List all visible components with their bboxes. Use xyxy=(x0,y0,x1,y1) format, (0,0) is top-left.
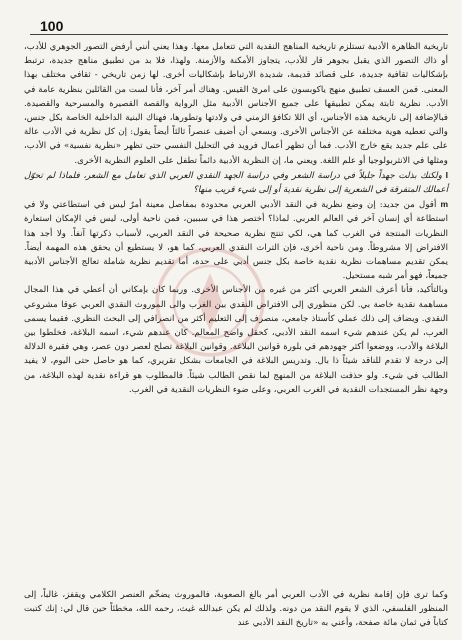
paragraph-1 xyxy=(24,40,448,168)
question-paragraph xyxy=(24,168,448,197)
paragraph-4-text: وبالتأكيد، فأنا أعرف الشعر العربي أكثر من غيره من الأجناس الأخرى. وربما كان بإمكاني أن أعطي في هذا المجال مساهمة نقدية خاصة بي. لكن منظوري إلى الافتراض النقدي بين الغرب والى الموروث النقدي العربي عوقا مشروعي النقدي. ويضاف إلى ذلك عملي كأستاذ جامعي، منصرف إلى التعليم أكثر من انصرافي إلى البحث النظري. فقيما يسمى العرب، لم يكن عندهم شيء اسمه النقد الأدبي، كحقل واضح المعالم. كان عندهم شيء، اسمه البلاغة، فخلطوا بين البلاغة والأدب، ووضعوا أكثر جهودهم في بلورة قوانين البلاغة. وقوانين البلاغة تصلح لعصر دون عصر، وهي فقيرة الدلالة إلى درجة لا تقدم للناقد شيئاً ذا بال. وتدريس البلاغة في الجامعات بشكل تقريري، كما هو حاصل حتى اليوم، لا يفيد الطالب في شيء. ولو حذفت البلاغة من المنهج لما نقص الطالب شيئاً. فالمطلوب هو قراءة نقدية لهذه البلاغة، من وجهة نظر المستجدات النقدية في الغرب العربي، وعلى ضوء النظريات النقدية في الغرب. xyxy=(24,285,448,395)
body-text xyxy=(24,40,448,397)
header-rule xyxy=(30,34,448,35)
footer-paragraph xyxy=(24,588,448,630)
answer-text: أقول من جديد: إن وضع نظرية في النقد الأدبي العربي محدودة بمفاصل معينة أمرٌ ليس في استطاعتي ولا في استطاعة أي إنسان آخر في العالم العربي. لماذا؟ أختصر هذا في سببين، فمن ناحية أولى، ليس في الإمكان استعارة النظريات المنتجة في الغرب كما هي، لكي تنتج نظرية صحيحة في النقد العربي، لأسباب ذكرتها آنفاً. ولا أجد هذا الافتراض إلا مشروطاً. ومن ناحية أخرى، فإن التراث النقدي العربي، كما هو، لا يستطيع أن يحقق هذه المهمة أيضاً. يمكن تقديم مساهمات نظرية نقدية خاصة بكل جنس أدبي على حدة، أما تقديم نظرية شاملة تعالج الأجناس الأدبية جميعاً، فهو أمر شبه مستحيل. xyxy=(24,200,448,282)
answer-marker: m xyxy=(440,199,448,210)
paragraph-4 xyxy=(24,283,448,397)
question-text: ولكنك بذلت جهداً جليلاً في دراسة الشعر وفي دراسة الجهد النقدي العربي الذي تعامل مع الشعر، فلماذا لم تحوّل أعمالك المتفرقة في الشعرية إلى نظرية نقدية أو إلى شيء قريب منها؟ xyxy=(24,170,448,196)
paragraph-1-text: تاريخية الظاهرة الأدبية تستلزم تاريخية المناهج النقدية التي تتعامل معها. وهذا يعني أنني أرفض التصور الجوهري للأدب، أو ذاك التصور الذي يقبل بجوهر قار للأدب، يتجاوز الأمكنة والأزمنة. ولهذا، فلا بد من تطبيق مناهج جديدة، ترتبط بإشكاليات ثقافية جديدة، على قصائد قديمة، شديدة الارتباط بإشكاليات أخرى. لها زمن تاريخي - ثقافي مختلف بهذا المعنى. فمن العسف تطبيق منهج ياكوبسون على امرئ القيس. وهناك أمر آخر، فأنا لست من القائلين بنظرية عامة في الأدب. نظرية ثابتة يمكن تطبيقها على جميع الأجناس الأدبية مثل الرواية والقصة القصيرة والمسرحية والقصيدة. فبالإضافة إلى تاريخية هذه الأجناس، أي اللا تكافؤ الزمني في ولادتها وتطورها، فهناك البنية الداخلية الخاصة بكل جنس، والتي تعطيه هوية مختلفة عن الأجناس الأخرى. وبسعي أن أضيف عنصراً ثالثاً أيضاً يقول: إن كل نظرية في الأدب عالة على علم جديد يقع خارج الأدب. فما أن تظهر أعمال فرويد في التحليل النفسي حتى تظهر «نظرية نفسية» في الأدب، ومثلها في الانثربولوجيا أو علم اللغة. ويعني ما، إن النظرية الأدبية دائماً تطفل على العلوم النظرية الأخرى. xyxy=(24,42,448,166)
question-number: I xyxy=(445,169,448,180)
page-number: 100 xyxy=(40,18,64,34)
footer-text: وكما ترى فإن إقامة نظرية في الأدب العربي أمر بالغ الصعوبة، فالموروث يضخّم العنصر الكلامي ويقفز، غالباً، إلى المنظور الفلسفي، الذي لا يقوم النقد من دونه. ولذلك لم يكن عبدالله غيث، رحمه الله، مخطئاً حين قال لي: إنك كتبت كتاباً في ثمان مائة صفحة، وأعني به «تاريخ النقد الأدبي عند xyxy=(24,590,448,628)
answer-paragraph xyxy=(24,197,448,283)
